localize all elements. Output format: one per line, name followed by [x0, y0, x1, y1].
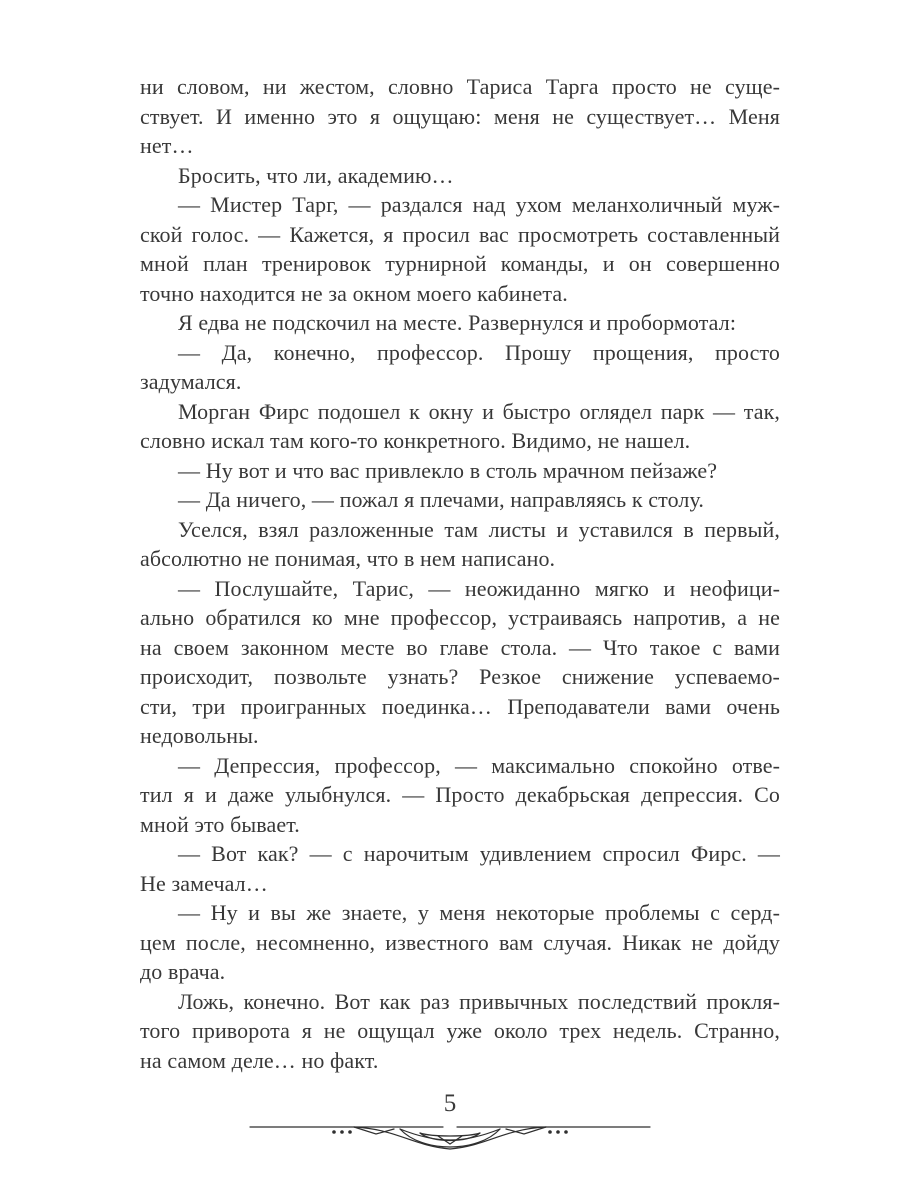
text-line: сти, три проигранных поединка… Преподаватели вами очень — [140, 693, 780, 719]
right-dots — [548, 1130, 568, 1134]
text-line: мной план тренировок турнирной команды, и он совершенно — [140, 251, 780, 276]
text-line: на своем законном месте во главе стола. — Что такое с вами — [140, 634, 780, 660]
text-line: точно находится не за окном моего кабинета. — [140, 280, 568, 306]
text-line: — Да, конечно, профессор. Прошу прощения, просто — [178, 339, 780, 365]
text-line: ской голос. — Кажется, я просил вас просмотреть составленный — [140, 221, 780, 247]
center-knot — [354, 1127, 546, 1149]
left-dots — [332, 1130, 352, 1134]
text-line: словно искал там кого-то конкретного. Видимо, не нашел. — [140, 428, 691, 453]
text-line: Бросить, что ли, академию… — [178, 162, 454, 188]
text-line: ни словом, ни жестом, словно Тариса Тарга просто не суще- — [140, 74, 780, 99]
text-line: того приворота я не ощущал уже около трех недель. Странно, — [140, 1018, 780, 1043]
text-line: — Ну вот и что вас привлекло в столь мрачном пейзаже? — [178, 457, 718, 483]
text-line: Я едва не подскочил на месте. Развернулся и пробормотал: — [178, 310, 737, 335]
text-line: — Депрессия, профессор, — максимально спокойно отве- — [178, 752, 780, 778]
page-footer — [0, 1090, 900, 1162]
text-line: — Ну и вы же знаете, у меня некоторые проблемы с серд- — [178, 900, 780, 925]
text-line: задумался. — [140, 369, 242, 394]
footer-ornament-divider — [248, 1120, 652, 1162]
text-line: до врача. — [140, 959, 226, 984]
text-line: Ложь, конечно. Вот как раз привычных последствий прокля- — [178, 988, 780, 1014]
text-line: Не замечал… — [140, 870, 268, 896]
page-text — [140, 72, 780, 1075]
text-line: цем после, несомненно, известного вам случая. Никак не дойду — [140, 929, 780, 955]
text-line: происходит, позвольте узнать? Резкое снижение успеваемо- — [140, 664, 780, 689]
text-line: Морган Фирс подошел к окну и быстро оглядел парк — так, — [178, 398, 780, 424]
text-line: ально обратился ко мне профессор, устраиваясь напротив, а не — [140, 605, 780, 630]
text-line: абсолютно не понимая, что в нем написано. — [140, 546, 556, 571]
text-line: — Вот как? — с нарочитым удивлением спросил Фирс. — — [178, 841, 780, 866]
text-line: нет… — [140, 133, 194, 158]
text-line: на самом деле… но факт. — [140, 1047, 379, 1073]
text-line: недовольны. — [140, 723, 259, 748]
text-line: — Мистер Тарг, — раздался над ухом меланхоличный муж- — [178, 192, 780, 217]
text-line: ствует. И именно это я ощущаю: меня не существует… Меня — [140, 103, 780, 129]
text-line: Уселся, взял разложенные там листы и уставился в первый, — [178, 516, 780, 542]
text-line: тил я и даже улыбнулся. — Просто декабрьская депрессия. Со — [140, 782, 780, 807]
text-line: — Да ничего, — пожал я плечами, направляясь к столу. — [178, 487, 704, 512]
page-number: 5 — [443, 1090, 457, 1117]
text-line: — Послушайте, Тарис, — неожиданно мягко и неофици- — [178, 575, 780, 601]
text-line: мной это бывает. — [140, 811, 300, 837]
